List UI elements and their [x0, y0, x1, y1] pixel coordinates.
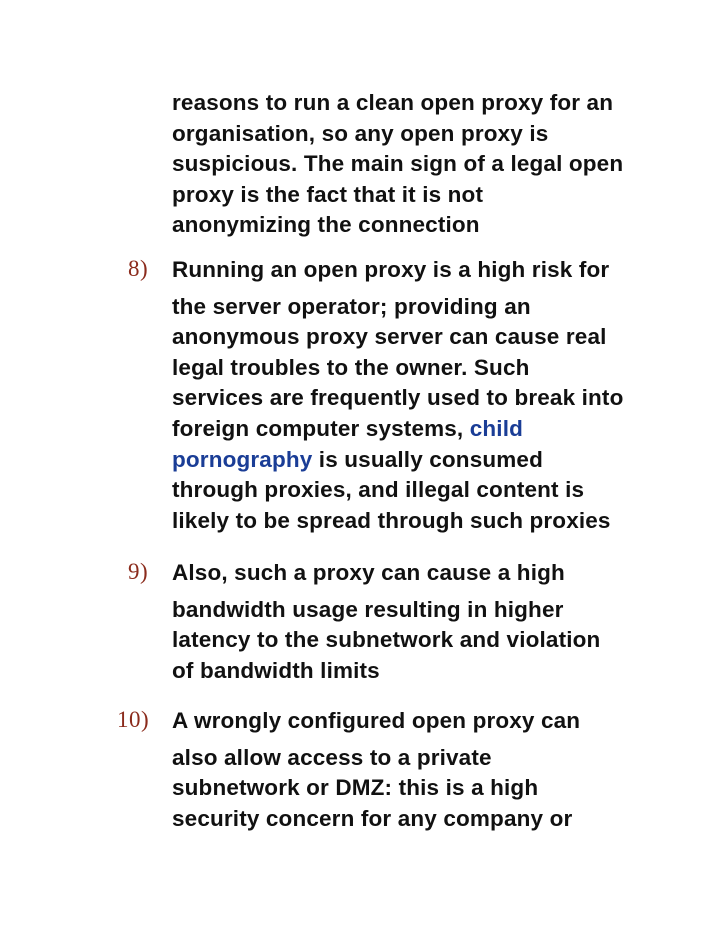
text-line: [172, 445, 692, 476]
text-line: also allow access to a private: [172, 744, 492, 770]
text-line: through proxies, and illegal content is: [172, 477, 585, 503]
text-line: [172, 414, 692, 445]
continued-paragraph: [172, 88, 692, 241]
text-line: subnetwork or DMZ: this is a high: [172, 775, 539, 801]
text-line: anonymizing the connection: [172, 212, 480, 238]
list-item-8: [172, 255, 692, 536]
text-line: reasons to run a clean open proxy for an: [172, 90, 614, 115]
text-line: services are frequently used to break into: [172, 385, 624, 411]
text-line: organisation, so any open proxy is: [172, 120, 549, 146]
text-line: likely to be spread through such proxies: [172, 507, 611, 533]
list-item-number: 10): [117, 707, 150, 732]
text-line: bandwidth usage resulting in higher: [172, 596, 564, 622]
text-line: suspicious. The main sign of a legal open: [172, 151, 624, 177]
text-segment: is usually consumed: [312, 446, 543, 472]
child-link[interactable]: child: [469, 415, 523, 441]
pornography-link[interactable]: pornography: [172, 446, 313, 472]
list-item-9: [172, 558, 692, 686]
list-item-number: 9): [128, 559, 149, 584]
text-line: proxy is the fact that it is not: [172, 181, 484, 207]
text-line: Also, such a proxy can cause a high: [172, 560, 565, 585]
text-line: latency to the subnetwork and violation: [172, 627, 601, 653]
text-line: security concern for any company or: [172, 805, 573, 831]
list-item-number: 8): [128, 256, 149, 281]
text-segment: foreign computer systems,: [172, 415, 470, 441]
text-line: the server operator; providing an: [172, 293, 531, 319]
text-line: A wrongly configured open proxy can: [172, 708, 581, 733]
list-item-10: [172, 706, 692, 834]
text-line: of bandwidth limits: [172, 657, 380, 683]
text-line: anonymous proxy server can cause real: [172, 324, 607, 350]
text-line: legal troubles to the owner. Such: [172, 354, 530, 380]
text-line: Running an open proxy is a high risk for: [172, 257, 610, 282]
